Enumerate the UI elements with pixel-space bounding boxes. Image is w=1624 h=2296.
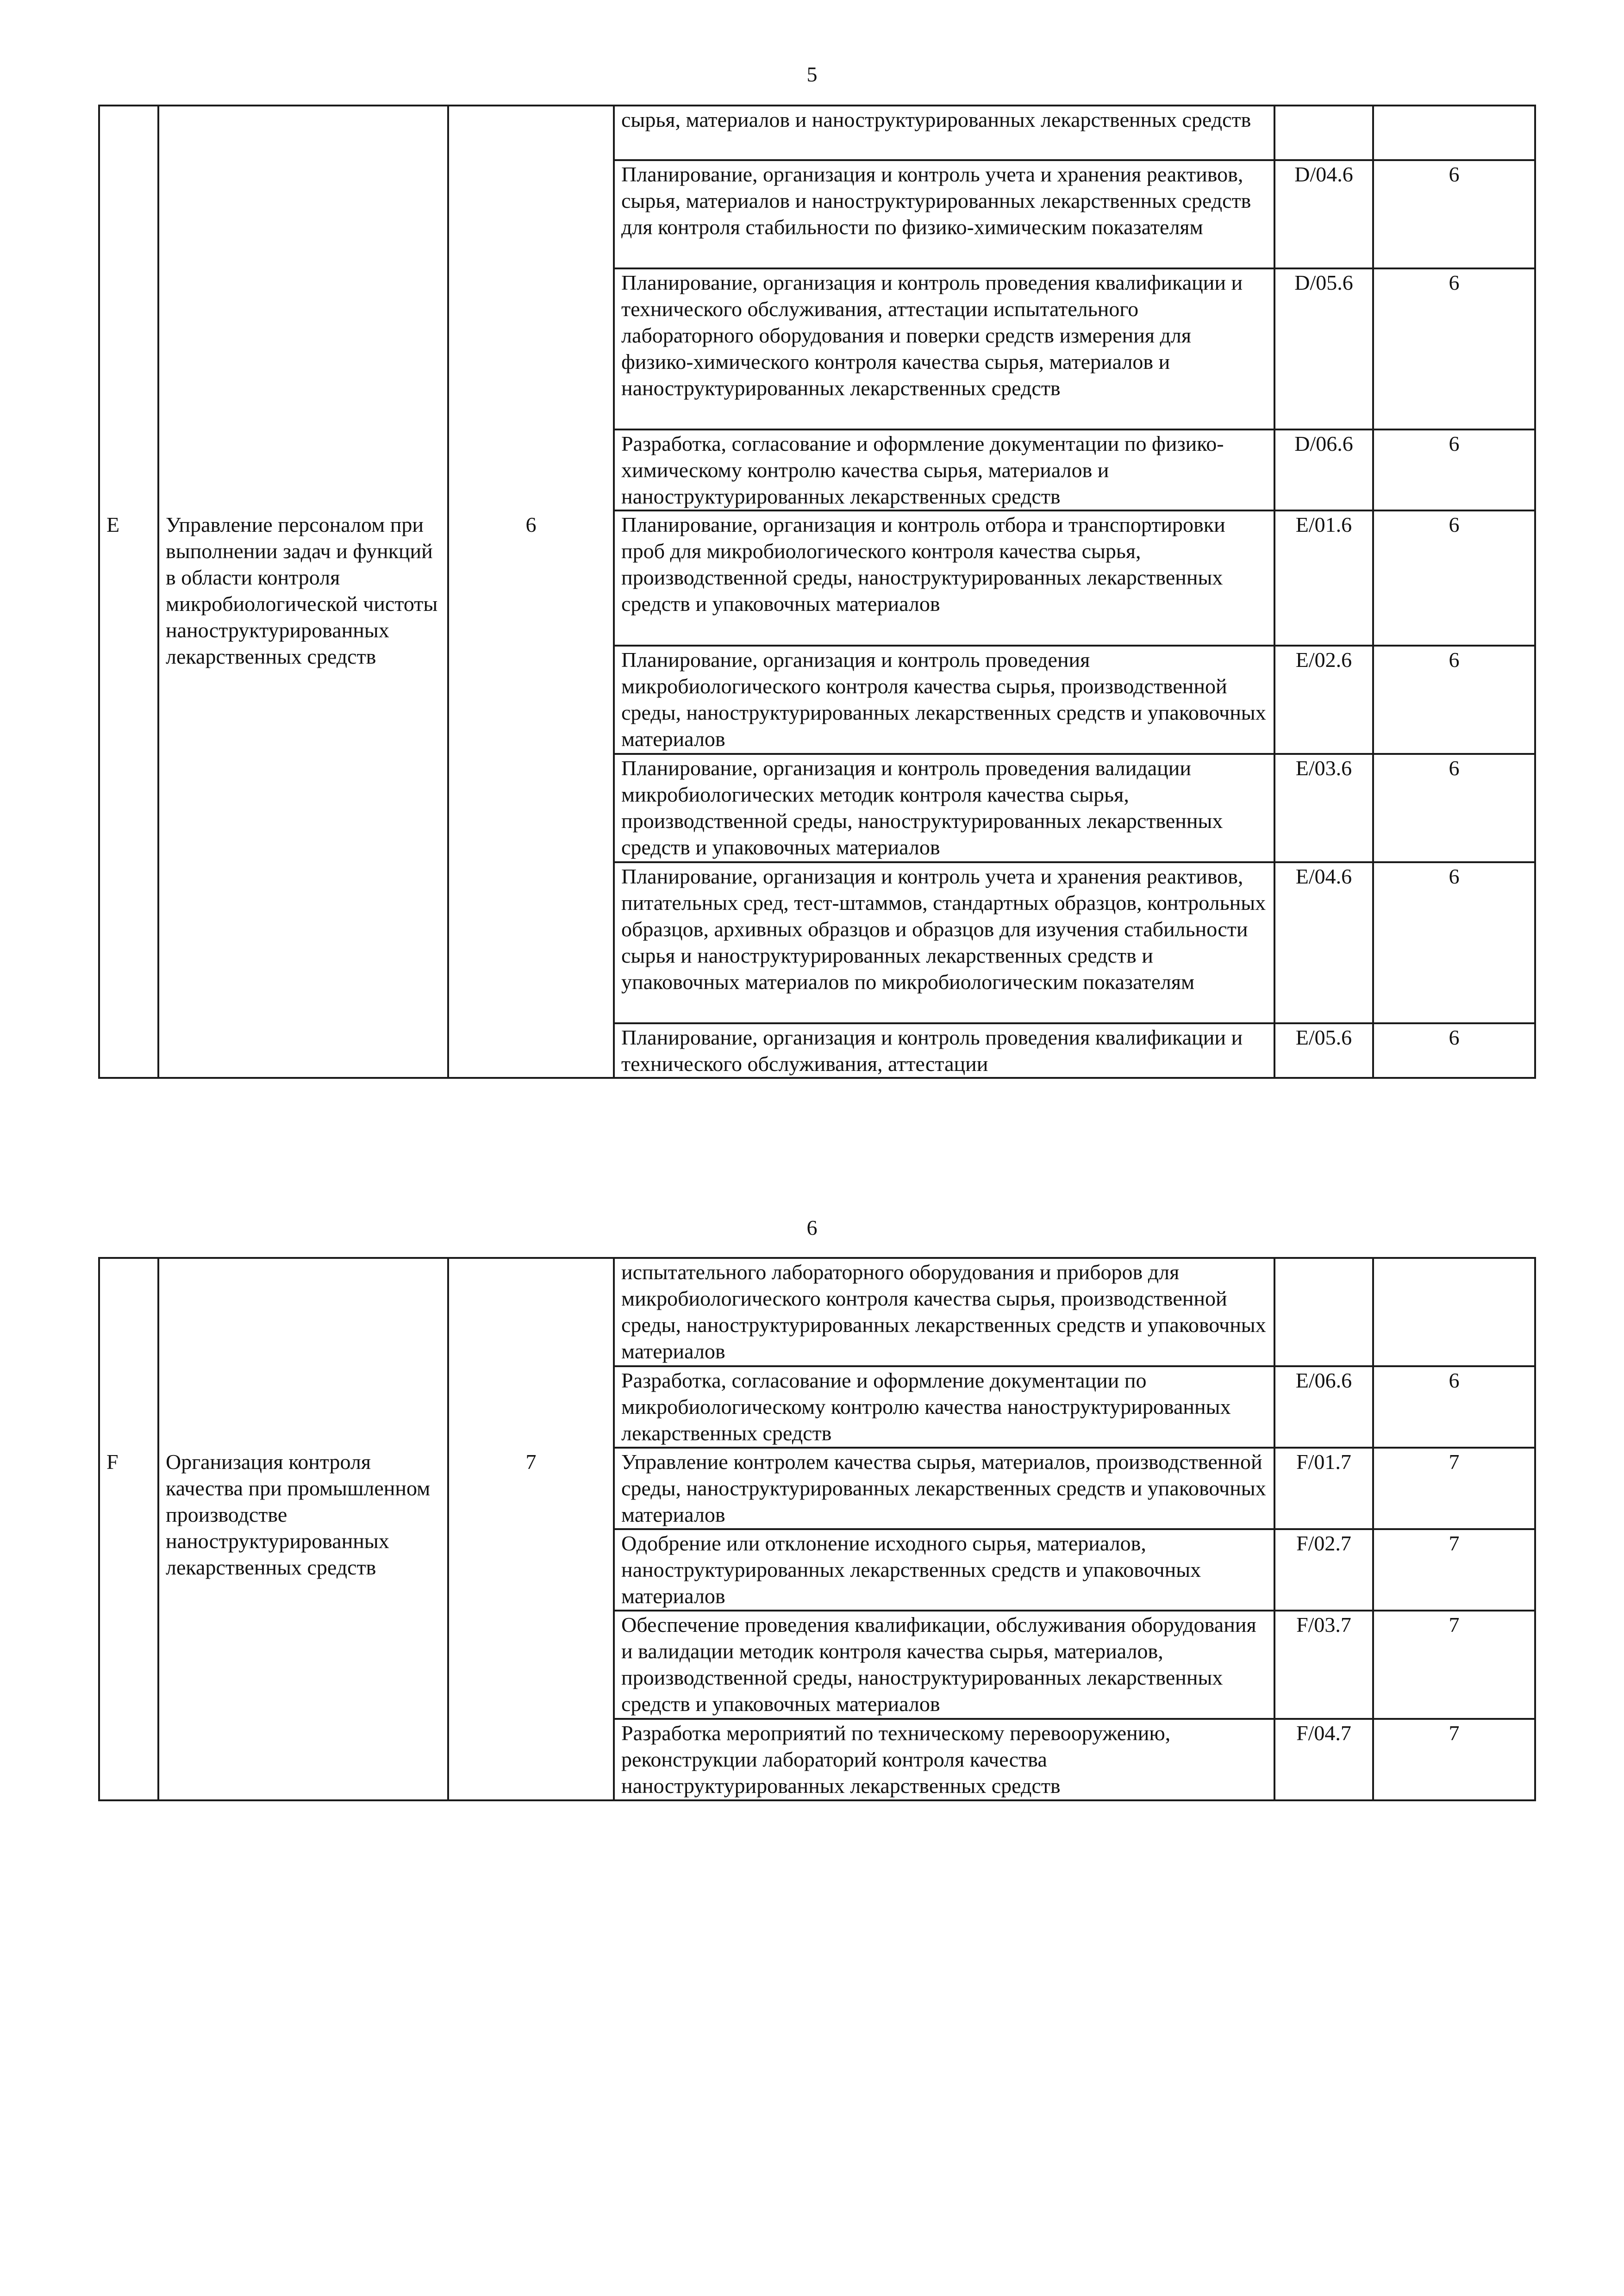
group-qualification-cell: 6 [448, 510, 614, 1078]
group-name-cell [158, 1258, 448, 1448]
function-level-cell: 6 [1373, 429, 1535, 510]
page-number: 6 [806, 1216, 818, 1239]
function-name-cell: Планирование, организация и контроль проведения микробиологического контроля качества сырья, производственной среды, наноструктурированных лекарственных средств и упаковочных материалов [614, 646, 1274, 754]
group-qualification-cell: 7 [448, 1448, 614, 1800]
group-name-cell [158, 106, 448, 510]
function-name-cell: Разработка, согласование и оформление документации по физико-химическому контролю качества сырья, материалов и наноструктурированных лекарственных средств [614, 429, 1274, 510]
function-level-cell: 7 [1373, 1719, 1535, 1800]
group-code-cell: E [99, 510, 158, 1078]
function-name-cell: Планирование, организация и контроль проведения квалификации и технического обслуживания, аттестации испытательного лабораторного оборудования и поверки средств измерения для физико-химического контроля качества сырья, материалов и наноструктурированных лекарственных средств [614, 268, 1274, 429]
group-name-cell: Управление персоналом при выполнении задач и функций в области контроля микробиологической чистоты наноструктурированных лекарственных средств [158, 510, 448, 1078]
function-code-cell: F/04.7 [1274, 1719, 1373, 1800]
function-level-cell: 6 [1373, 1366, 1535, 1448]
function-code-cell: D/05.6 [1274, 268, 1373, 429]
function-level-cell: 6 [1373, 862, 1535, 1023]
function-level-cell: 7 [1373, 1529, 1535, 1611]
function-level-cell: 7 [1373, 1611, 1535, 1719]
function-code-cell: F/02.7 [1274, 1529, 1373, 1611]
function-code-cell [1274, 106, 1373, 160]
group-code-cell [99, 106, 158, 510]
function-name-cell: Планирование, организация и контроль учета и хранения реактивов, сырья, материалов и наноструктурированных лекарственных средств для контроля стабильности по физико-химическим показателям [614, 160, 1274, 268]
function-code-cell: E/01.6 [1274, 510, 1373, 646]
function-name-cell: Планирование, организация и контроль учета и хранения реактивов, питательных сред, тест-штаммов, стандартных образцов, контрольных образцов, архивных образцов и образцов для изучения стабильности сырья и наноструктурированных лекарственных средств и упаковочных материалов по микробиологическим показателям [614, 862, 1274, 1023]
page-number: 5 [806, 62, 818, 86]
table-row [99, 106, 1535, 160]
function-level-cell: 6 [1373, 510, 1535, 646]
function-level-cell: 6 [1373, 1023, 1535, 1078]
function-level-cell: 6 [1373, 268, 1535, 429]
function-code-cell: F/01.7 [1274, 1448, 1373, 1529]
function-code-cell [1274, 1258, 1373, 1366]
function-code-cell: E/05.6 [1274, 1023, 1373, 1078]
function-code-cell: E/06.6 [1274, 1366, 1373, 1448]
function-level-cell [1373, 106, 1535, 160]
function-level-cell: 6 [1373, 160, 1535, 268]
function-code-cell: E/03.6 [1274, 754, 1373, 862]
table-row [99, 1258, 1535, 1366]
function-code-cell: D/04.6 [1274, 160, 1373, 268]
function-level-cell [1373, 1258, 1535, 1366]
group-code-cell: F [99, 1448, 158, 1800]
table-row [99, 510, 1535, 646]
function-code-cell: D/06.6 [1274, 429, 1373, 510]
function-name-cell: испытательного лабораторного оборудования и приборов для микробиологического контроля качества сырья, производственной среды, наноструктурированных лекарственных средств и упаковочных материалов [614, 1258, 1274, 1366]
function-level-cell: 6 [1373, 646, 1535, 754]
function-name-cell: Планирование, организация и контроль отбора и транспортировки проб для микробиологического контроля качества сырья, производственной среды, наноструктурированных лекарственных средств и упаковочных материалов [614, 510, 1274, 646]
group-qualification-cell [448, 106, 614, 510]
function-code-cell: E/04.6 [1274, 862, 1373, 1023]
group-qualification-cell [448, 1258, 614, 1448]
functions-table-page-6 [98, 1257, 1536, 1801]
function-name-cell: сырья, материалов и наноструктурированных лекарственных средств [614, 106, 1274, 160]
function-name-cell: Управление контролем качества сырья, материалов, производственной среды, наноструктурированных лекарственных средств и упаковочных материалов [614, 1448, 1274, 1529]
functions-table-page-5 [98, 105, 1536, 1079]
function-name-cell: Планирование, организация и контроль проведения валидации микробиологических методик контроля качества сырья, производственной среды, наноструктурированных лекарственных средств и упаковочных материалов [614, 754, 1274, 862]
function-name-cell: Одобрение или отклонение исходного сырья, материалов, наноструктурированных лекарственных средств и упаковочных материалов [614, 1529, 1274, 1611]
function-code-cell: E/02.6 [1274, 646, 1373, 754]
group-code-cell [99, 1258, 158, 1448]
function-name-cell: Разработка мероприятий по техническому перевооружению, реконструкции лабораторий контроля качества наноструктурированных лекарственных средств [614, 1719, 1274, 1800]
function-level-cell: 6 [1373, 754, 1535, 862]
function-name-cell: Разработка, согласование и оформление документации по микробиологическому контролю качества наноструктурированных лекарственных средств [614, 1366, 1274, 1448]
function-name-cell: Обеспечение проведения квалификации, обслуживания оборудования и валидации методик контроля качества сырья, материалов, производственной среды, наноструктурированных лекарственных средств и упаковочных материалов [614, 1611, 1274, 1719]
function-name-cell: Планирование, организация и контроль проведения квалификации и технического обслуживания, аттестации [614, 1023, 1274, 1078]
group-name-cell: Организация контроля качества при промышленном производстве наноструктурированных лекарственных средств [158, 1448, 448, 1800]
function-code-cell: F/03.7 [1274, 1611, 1373, 1719]
table-row [99, 1448, 1535, 1529]
function-level-cell: 7 [1373, 1448, 1535, 1529]
